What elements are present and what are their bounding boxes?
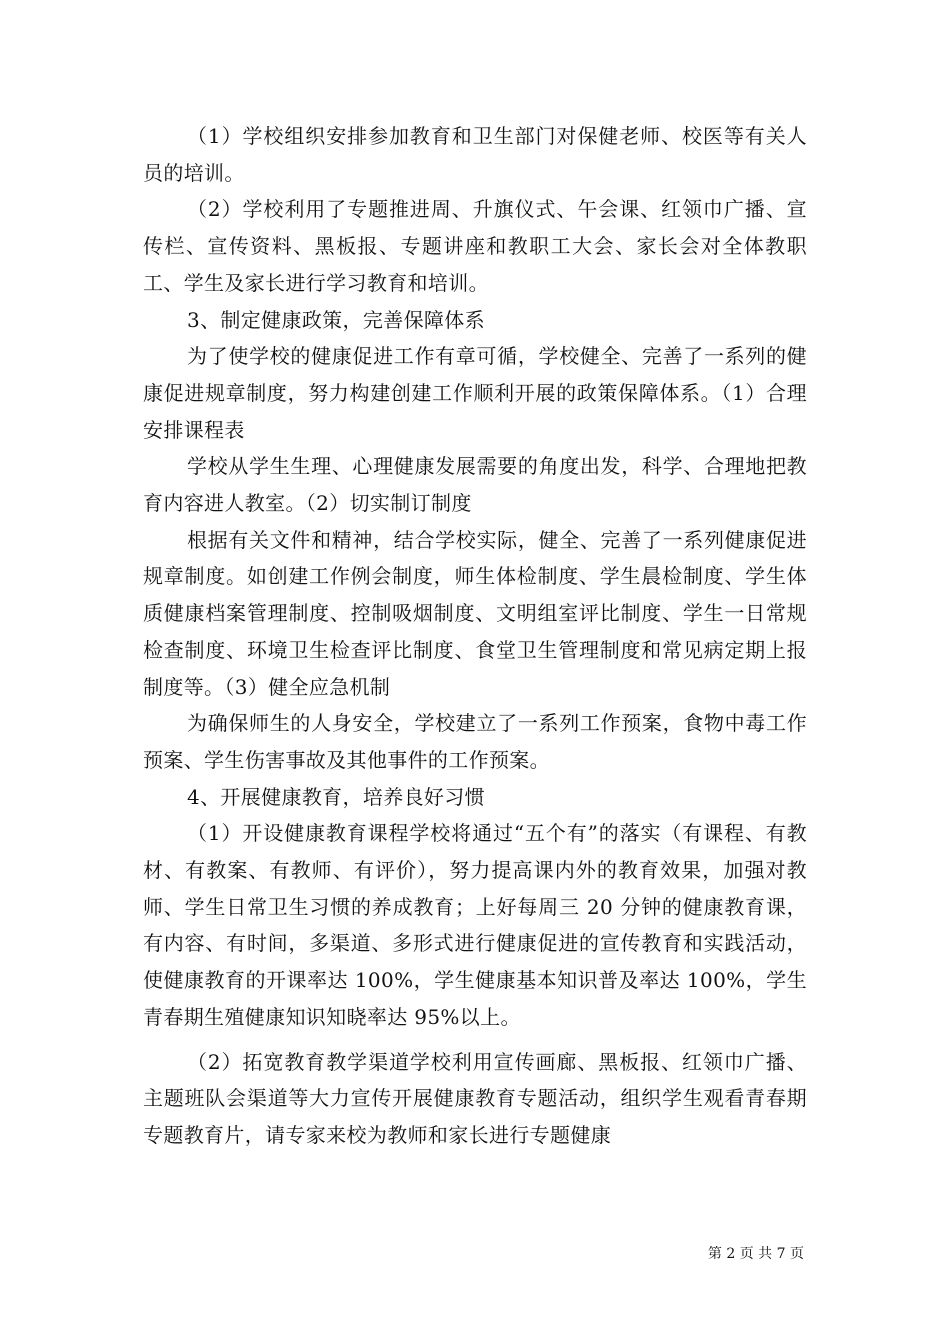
paragraph-policy-system: 为了使学校的健康促进工作有章可循，学校健全、完善了一系列的健康促进规章制度，努力构建创建工作顺利开展的政策保障体系。（1）合理安排课程表 bbox=[143, 344, 807, 442]
paragraph-training-staff: （1）学校组织安排参加教育和卫生部门对保健老师、校医等有关人员的培训。 bbox=[143, 124, 807, 185]
paragraph-training-all: （2）学校利用了专题推进周、升旗仪式、午会课、红领巾广播、宣传栏、宣传资料、黑板报、专题讲座和教职工大会、家长会对全体教职工、学生及家长进行学习教育和培训。 bbox=[143, 197, 807, 295]
section-heading-health-education: 4、开展健康教育，培养良好习惯 bbox=[187, 784, 485, 809]
paragraph-education-channels: （2）拓宽教育教学渠道学校利用宣传画廊、黑板报、红领巾广播、主题班队会渠道等大力宣传开展健康教育专题活动，组织学生观看青春期专题教育片，请专家来校为教师和家长进行专题健康 bbox=[143, 1049, 807, 1147]
paragraph-regulations: 根据有关文件和精神，结合学校实际，健全、完善了一系列健康促进规章制度。如创建工作例会制度，师生体检制度、学生晨检制度、学生体质健康档案管理制度、控制吸烟制度、文明组室评比制度、学生一日常规检查制度、环境卫生检查评比制度、食堂卫生管理制度和常见病定期上报制度等。（3）健全应急机制 bbox=[143, 527, 807, 699]
section-heading-health-policy: 3、制定健康政策，完善保障体系 bbox=[187, 307, 485, 332]
page-number-footer: 第 2 页 共 7 页 bbox=[707, 1246, 804, 1262]
paragraph-emergency-plans: 为确保师生的人身安全，学校建立了一系列工作预案，食物中毒工作预案、学生伤害事故及其他事件的工作预案。 bbox=[143, 711, 807, 772]
paragraph-health-course: （1）开设健康教育课程学校将通过“五个有”的落实（有课程、有教材、有教案、有教师、有评价），努力提高课内外的教育效果，加强对教师、学生日常卫生习惯的养成教育；上好每周三 20 分钟的健康教育课，有内容、有时间，多渠道、多形式进行健康促进的宣传教育和实践活动，使健康教育的开课率达 100%，学生健康基本知识普及率达 100%，学生青春期生殖健康知识知晓率达 95%以上。 bbox=[143, 821, 807, 1029]
document-body bbox=[143, 118, 807, 1154]
paragraph-curriculum: 学校从学生生理、心理健康发展需要的角度出发，科学、合理地把教育内容进人教室。（2）切实制订制度 bbox=[143, 454, 807, 516]
